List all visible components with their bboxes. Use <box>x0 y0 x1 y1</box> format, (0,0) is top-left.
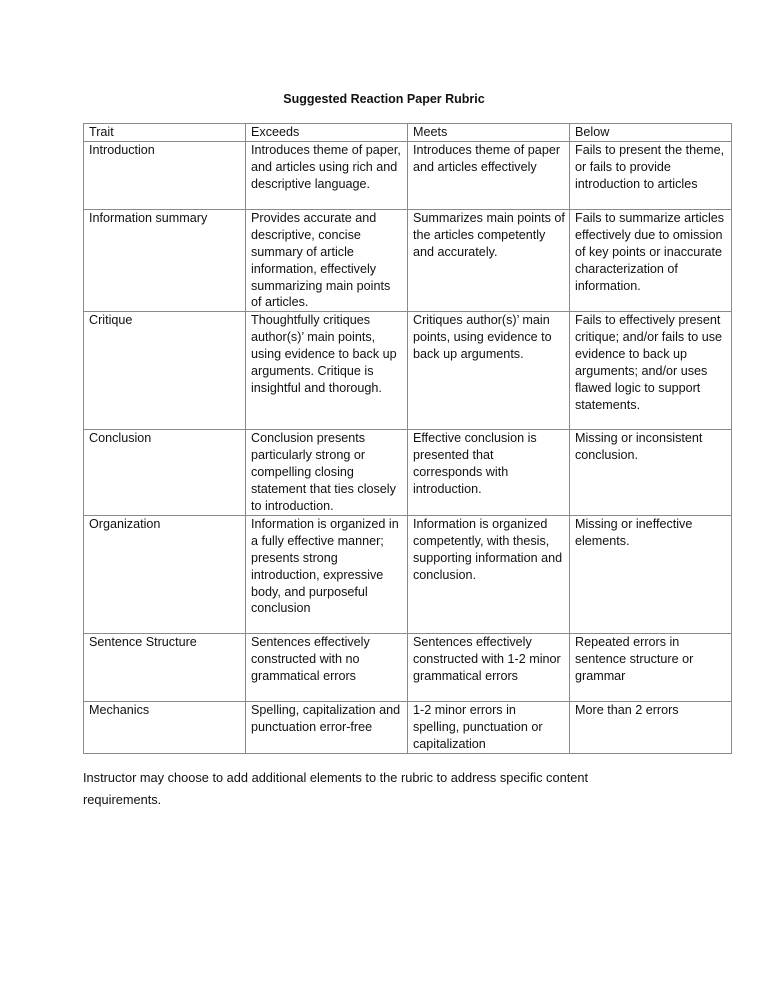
instructor-note: Instructor may choose to add additional elements to the rubric to address specific content requirements. <box>83 770 589 807</box>
trait-cell: Organization <box>84 515 246 633</box>
table-row <box>84 430 732 516</box>
below-cell: Repeated errors in sentence structure or grammar <box>570 633 732 701</box>
below-cell: Missing or ineffective elements. <box>570 515 732 633</box>
meets-cell: Summarizes main points of the articles competently and accurately. <box>408 209 570 311</box>
trait-cell: Mechanics <box>84 701 246 753</box>
meets-cell: Effective conclusion is presented that corresponds with introduction. <box>408 430 570 516</box>
header-meets: Meets <box>408 124 570 142</box>
below-cell: Fails to present the theme, or fails to provide introduction to articles <box>570 141 732 209</box>
exceeds-cell: Conclusion presents particularly strong or compelling closing statement that ties closely to introduction. <box>246 430 408 516</box>
trait-cell: Sentence Structure <box>84 633 246 701</box>
exceeds-cell: Thoughtfully critiques author(s)’ main points, using evidence to back up arguments. Critique is insightful and thorough. <box>246 312 408 430</box>
table-row <box>84 633 732 701</box>
below-cell: Fails to summarize articles effectively due to omission of key points or inaccurate characterization of information. <box>570 209 732 311</box>
table-row <box>84 141 732 209</box>
table-row <box>84 312 732 430</box>
meets-cell: 1-2 minor errors in spelling, punctuation or capitalization <box>408 701 570 753</box>
exceeds-cell: Spelling, capitalization and punctuation error-free <box>246 701 408 753</box>
header-exceeds: Exceeds <box>246 124 408 142</box>
table-row <box>84 209 732 311</box>
table-header-row <box>84 124 732 142</box>
exceeds-cell: Sentences effectively constructed with no grammatical errors <box>246 633 408 701</box>
meets-cell: Critiques author(s)’ main points, using evidence to back up arguments. <box>408 312 570 430</box>
trait-cell: Conclusion <box>84 430 246 516</box>
below-cell: Fails to effectively present critique; and/or fails to use evidence to back up arguments; and/or uses flawed logic to support statements. <box>570 312 732 430</box>
trait-cell: Introduction <box>84 141 246 209</box>
meets-cell: Sentences effectively constructed with 1-2 minor grammatical errors <box>408 633 570 701</box>
below-cell: More than 2 errors <box>570 701 732 753</box>
trait-cell: Critique <box>84 312 246 430</box>
document-title: Suggested Reaction Paper Rubric <box>283 92 485 106</box>
exceeds-cell: Introduces theme of paper, and articles using rich and descriptive language. <box>246 141 408 209</box>
exceeds-cell: Provides accurate and descriptive, concise summary of article information, effectively summarizing main points of articles. <box>246 209 408 311</box>
trait-cell: Information summary <box>84 209 246 311</box>
header-below: Below <box>570 124 732 142</box>
table-row <box>84 701 732 753</box>
below-cell: Missing or inconsistent conclusion. <box>570 430 732 516</box>
meets-cell: Introduces theme of paper and articles effectively <box>408 141 570 209</box>
meets-cell: Information is organized competently, with thesis, supporting information and conclusion. <box>408 515 570 633</box>
rubric-table <box>83 123 732 754</box>
exceeds-cell: Information is organized in a fully effective manner; presents strong introduction, expressive body, and purposeful conclusion <box>246 515 408 633</box>
header-trait: Trait <box>84 124 246 142</box>
table-row <box>84 515 732 633</box>
